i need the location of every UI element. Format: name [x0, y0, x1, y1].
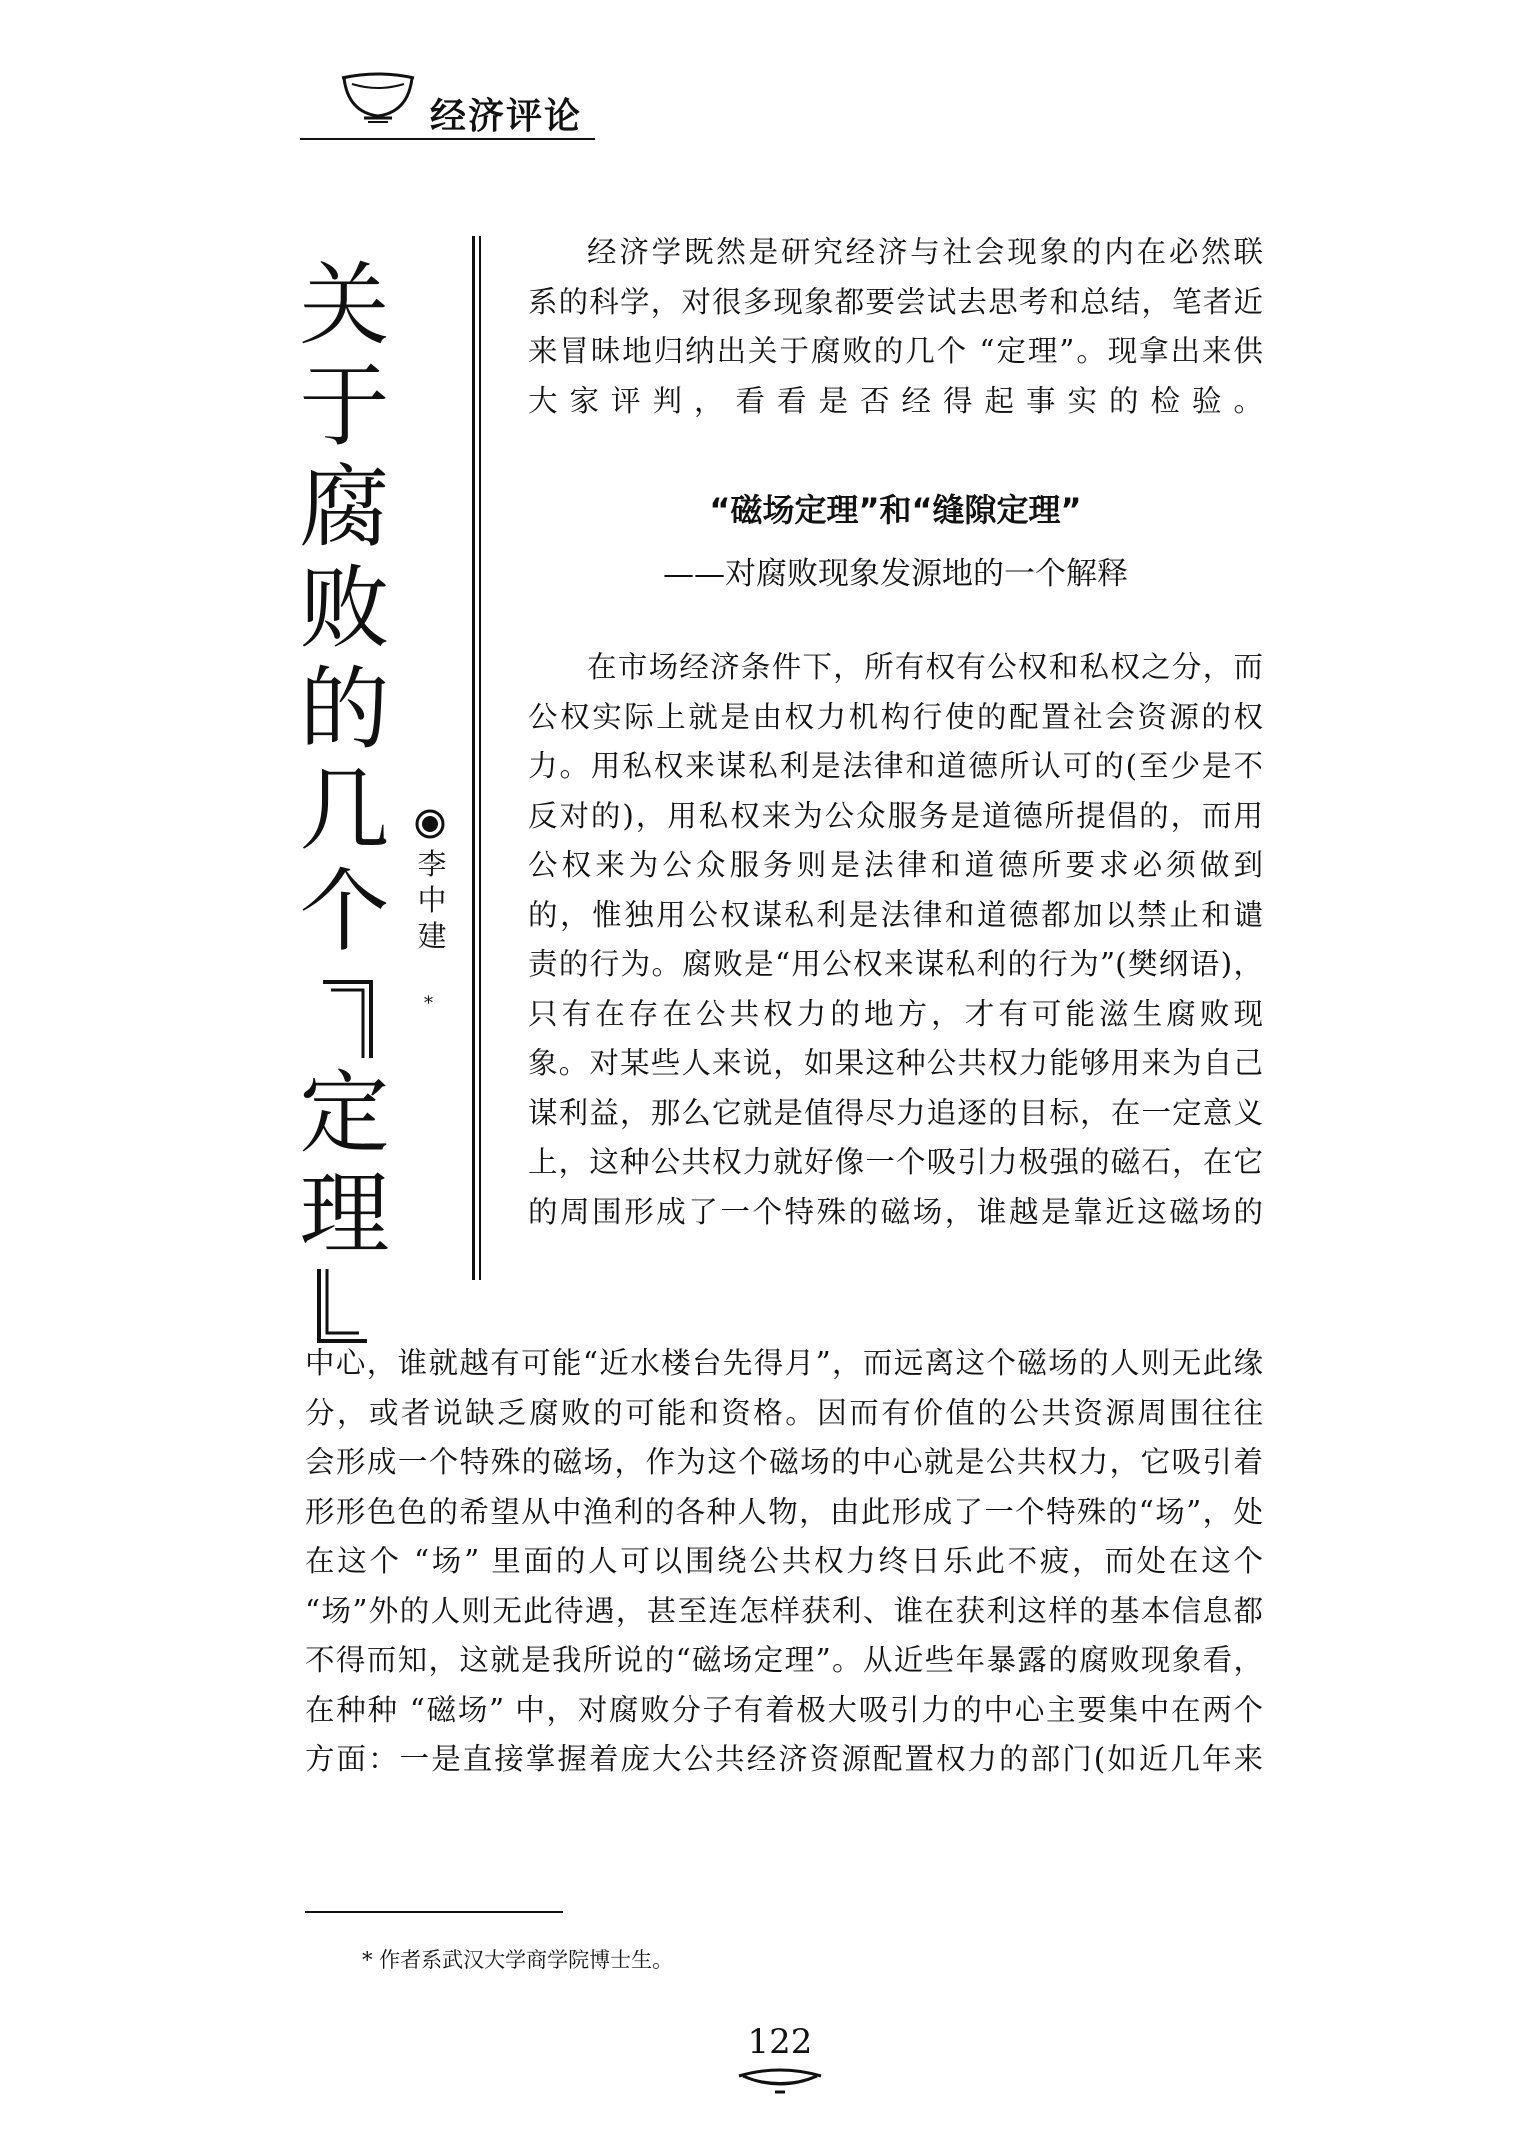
footnote: * 作者系武汉大学商学院博士生。: [362, 1948, 674, 1972]
title-char: 腐: [299, 455, 390, 560]
text-line: 只有在存在公共权力的地方，才有可能滋生腐败现: [528, 996, 1263, 1031]
title-char: 几: [299, 758, 390, 863]
vertical-rule: [472, 236, 475, 1280]
title-char: 的: [299, 657, 390, 762]
boat-ornament-icon: [735, 2058, 825, 2100]
open-corner-bracket-icon: [303, 962, 387, 1063]
page-number: 122: [747, 2022, 813, 2062]
text-line: 的，惟独用公权谋私利是法律和道德都加以禁止和谴: [528, 897, 1263, 932]
text-line: 上，这种公共权力就好像一个吸引力极强的磁石，在它: [528, 1145, 1263, 1179]
title-char: 个: [299, 859, 390, 964]
text-line: 经济学既然是研究经济与社会现象的内在必然联: [587, 235, 1263, 269]
text-line: 不得而知，这就是我所说的“磁场定理”。从近些年暴露的腐败现象看，: [305, 1643, 1263, 1677]
author-char: 中: [417, 883, 447, 917]
text-line: 在这个 “场” 里面的人可以围绕公共权力终日乐此不疲，而处在这个: [305, 1544, 1263, 1578]
text-line: 象。对某些人来说，如果这种公共权力能够用来为自己: [528, 1046, 1263, 1080]
article-title: [292, 255, 397, 1366]
text-line: “场”外的人则无此待遇，甚至连怎样获利、谁在获利这样的基本信息都: [305, 1593, 1263, 1628]
header-rule: [300, 138, 595, 140]
text-line: 谋利益，那么它就是值得尽力追逐的目标，在一定意义: [528, 1095, 1263, 1130]
intro-paragraph: [528, 228, 1263, 426]
title-char: 败: [299, 556, 390, 661]
title-char: 定: [299, 1061, 390, 1166]
text-line: 来冒昧地归纳出关于腐败的几个 “定理”。现拿出来供: [528, 334, 1263, 368]
text-line: 反对的)，用私权来为公众服务是道德所提倡的，而用: [528, 798, 1263, 833]
text-line: 的周围形成了一个特殊的磁场，谁越是靠近这磁场的: [528, 1194, 1263, 1229]
title-char: 理: [299, 1162, 390, 1267]
text-line: 会形成一个特殊的磁场，作为这个磁场的中心就是公共权力，它吸引着: [305, 1445, 1263, 1479]
author-bullet-icon: [415, 809, 445, 839]
teacup-icon: [338, 68, 418, 128]
author-name: [417, 846, 447, 954]
text-line: 形形色色的希望从中渔利的各种人物，由此形成了一个特殊的“场”，处: [305, 1494, 1263, 1529]
author-footnote-mark: *: [424, 993, 433, 1014]
section-heading: “磁场定理”和“缝隙定理”: [709, 491, 1082, 529]
text-line: 公权来为公众服务则是法律和道德所要求必须做到: [528, 848, 1263, 882]
body-paragraph-continued: [305, 1339, 1263, 1785]
footnote-rule: [305, 1911, 563, 1913]
text-line: 责的行为。腐败是“用公权来谋私利的行为”(樊纲语)，: [528, 947, 1263, 981]
vertical-rule: [479, 236, 481, 1280]
body-paragraph: [528, 643, 1263, 1237]
text-line: 在种种 “磁场” 中，对腐败分子有着极大吸引力的中心主要集中在两个: [305, 1692, 1263, 1727]
text-line: 中心，谁就越有可能“近水楼台先得月”，而远离这个磁场的人则无此缘: [305, 1346, 1263, 1380]
text-line: 在市场经济条件下，所有权有公权和私权之分，而: [587, 650, 1263, 684]
text-line: 分，或者说缺乏腐败的可能和资格。因而有价值的公共资源周围往往: [305, 1395, 1263, 1430]
text-line: 力。用私权来谋私利是法律和道德所认可的(至少是不: [528, 749, 1263, 783]
author-char: 李: [417, 847, 447, 881]
text-line: 公权实际上就是由权力机构行使的配置社会资源的权: [528, 699, 1263, 734]
text-line: 系的科学，对很多现象都要尝试去思考和总结，笔者近: [528, 284, 1263, 319]
title-char: 于: [299, 354, 390, 459]
author-char: 建: [417, 919, 447, 953]
text-line: 大家评判，看看是否经得起事实的检验。: [528, 383, 1263, 418]
section-subheading: ——对腐败现象发源地的一个解释: [663, 556, 1128, 592]
text-line: 方面：一是直接掌握着庞大公共经济资源配置权力的部门(如近几年来: [305, 1742, 1263, 1776]
section-label: 经济评论: [430, 96, 583, 137]
title-char: 关: [299, 253, 390, 358]
